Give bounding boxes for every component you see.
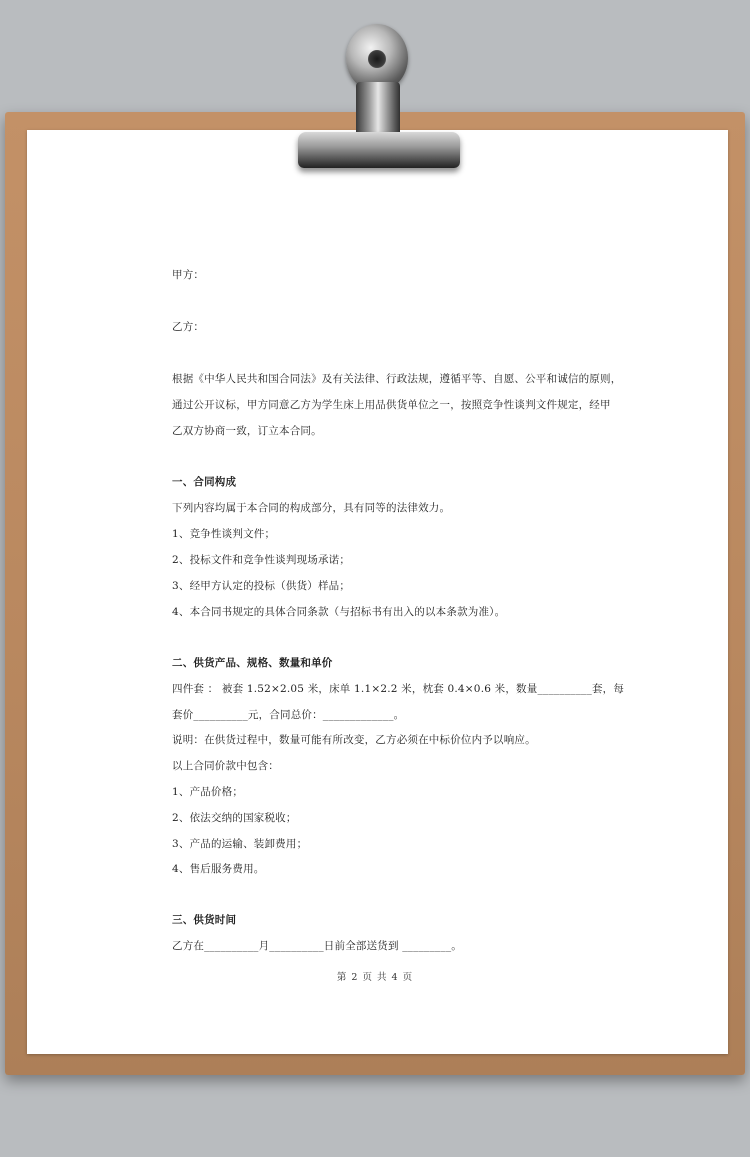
section-heading: 二、供货产品、规格、数量和单价 [172, 657, 333, 669]
document-line: 下列内容均属于本合同的构成部分，具有同等的法律效力。 [172, 502, 451, 514]
page-footer: 第 2 页 共 4 页 [336, 972, 414, 983]
document-line: 乙方在__________月__________日前全部送货到 _________。 [172, 940, 462, 952]
document-line: 甲方： [172, 269, 205, 281]
document-line: 1、产品价格； [172, 786, 244, 798]
binder-clip-icon [284, 22, 474, 172]
section-heading: 三、供货时间 [172, 914, 237, 926]
document-line: 四件套 ： 被套 1.52×2.05 米，床单 1.1×2.2 米，枕套 0.4×0.6 米，数量__________套，每 [172, 683, 625, 695]
document-page [27, 130, 728, 1054]
document-line: 通过公开议标，甲方同意乙方为学生床上用品供货单位之一，按照竞争性谈判文件规定，经甲 [172, 399, 611, 411]
document-line: 以上合同价款中包含： [172, 760, 279, 772]
clip-plate [298, 132, 460, 168]
document-line: 2、依法交纳的国家税收； [172, 812, 297, 824]
document-line: 根据《中华人民共和国合同法》及有关法律、行政法规，遵循平等、自愿、公平和诚信的原则， [172, 373, 622, 385]
clip-ring-hole [368, 50, 386, 68]
document-line: 3、产品的运输、装卸费用； [172, 838, 308, 850]
document-line: 说明：在供货过程中，数量可能有所改变，乙方必须在中标价位内予以响应。 [172, 734, 536, 746]
document-line: 2、投标文件和竞争性谈判现场承诺； [172, 554, 351, 566]
document-line: 1、竞争性谈判文件； [172, 528, 276, 540]
document-line: 乙方： [172, 321, 205, 333]
document-line: 乙双方协商一致，订立本合同。 [172, 425, 322, 437]
section-heading: 一、合同构成 [172, 476, 237, 488]
document-line: 4、售后服务费用。 [172, 863, 265, 875]
document-line: 4、本合同书规定的具体合同条款（与招标书有出入的以本条款为准）。 [172, 606, 506, 618]
document-line: 3、经甲方认定的投标（供货）样品； [172, 580, 351, 592]
document-line: 套价__________元，合同总价：_____________。 [172, 709, 405, 721]
